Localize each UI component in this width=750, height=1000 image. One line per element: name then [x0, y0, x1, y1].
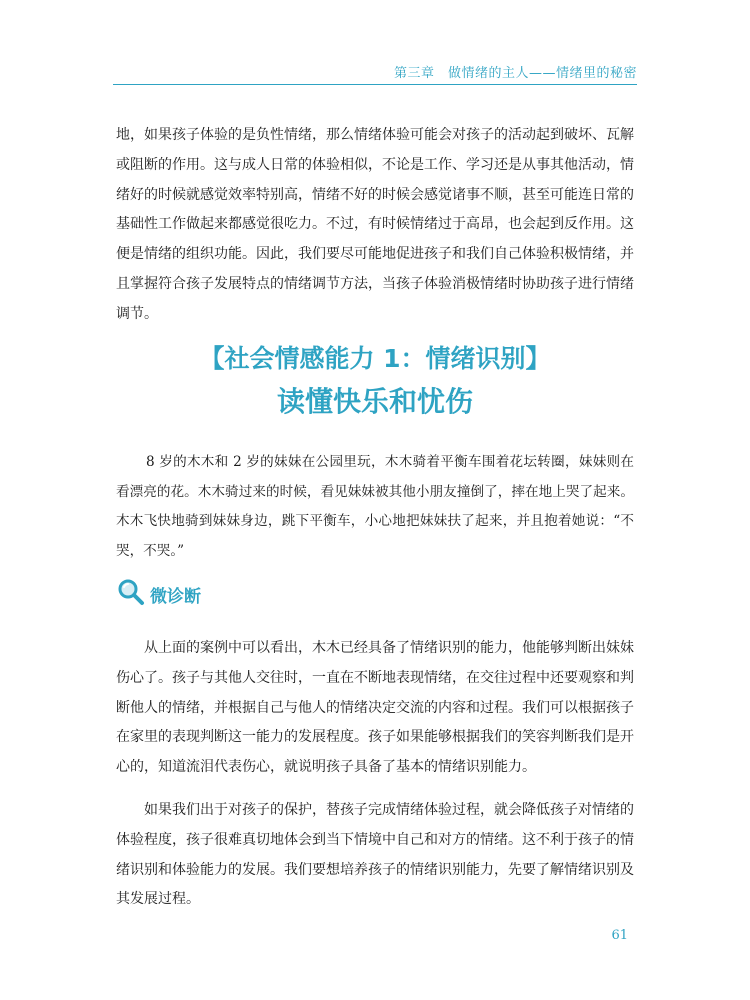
- running-header: 第三章 做情绪的主人——情绪里的秘密: [393, 66, 637, 81]
- intro-paragraph: 地，如果孩子体验的是负性情绪，那么情绪体验可能会对孩子的活动起到破坏、瓦解或阻断的作用。这与成人日常的体验相似，不论是工作、学习还是从事其他活动，情绪好的时候就感觉效率特别高，情绪不好的时候会感觉诸事不顺，甚至可能连日常的基础性工作做起来都感觉很吃力。不过，有时候情绪过于高昂，也会起到反作用。这便是情绪的组织功能。因此，我们要尽可能地促进孩子和我们自己体验积极情绪，并且掌握符合孩子发展特点的情绪调节方法，当孩子体验消极情绪时协助孩子进行情绪调节。: [116, 127, 634, 322]
- diagnosis-paragraph-2: 如果我们出于对孩子的保护，替孩子完成情绪体验过程，就会降低孩子对情绪的体验程度，孩子很难真切地体会到当下情境中自己和对方的情绪。这不利于孩子的情绪识别和体验能力的发展。我们要想培养孩子的情绪识别能力，先要了解情绪识别及其发展过程。: [116, 802, 634, 908]
- story-text: 8 岁的木木和 2 岁的妹妹在公园里玩，木木骑着平衡车围着花坛转圈，妹妹则在看漂亮的花。木木骑过来的时候，看见妹妹被其他小朋友撞倒了，摔在地上哭了起来。木木飞快地骑到妹妹身边，跳下平衡车，小心地把妹妹扶了起来，并且抱着她说：“不哭，不哭。”: [116, 454, 634, 559]
- diagnosis-paragraph-1: 从上面的案例中可以看出，木木已经具备了情绪识别的能力，他能够判断出妹妹伤心了。孩子与其他人交往时，一直在不断地表现情绪，在交往过程中还要观察和判断他人的情绪，并根据自己与他人的情绪决定交流的内容和过程。我们可以根据孩子在家里的表现判断这一能力的发展程度。孩子如果能够根据我们的笑容判断我们是开心的，知道流泪代表伤心，就说明孩子具备了基本的情绪识别能力。: [116, 640, 634, 776]
- header-rule: [113, 84, 637, 85]
- magnifier-icon: [116, 577, 146, 612]
- story-paragraph: [116, 448, 634, 566]
- section-subtitle: 读懂快乐和忧伤: [276, 385, 473, 418]
- diagnosis-heading-label: 微诊断: [150, 587, 201, 607]
- section-title: 【社会情感能力 1：情绪识别】: [199, 344, 551, 373]
- page-number: 61: [611, 928, 628, 943]
- diagnosis-heading: [116, 577, 201, 612]
